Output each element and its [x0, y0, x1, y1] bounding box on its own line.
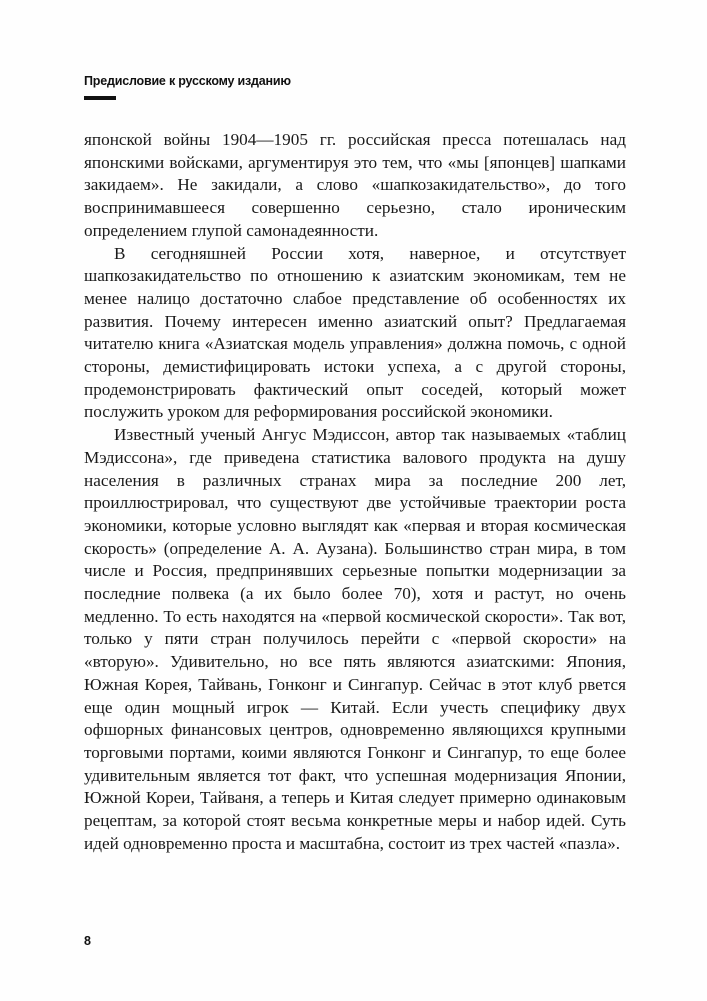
page-number: 8 — [84, 934, 91, 948]
body-text — [84, 129, 626, 856]
paragraph: В сегодняшней России хотя, наверное, и отсутствует шапкозакидательство по отношению к азиатским экономикам, тем не менее налицо достаточно слабое представление об особенностях их развития. Почему интересен именно азиатский опыт? Предлагаемая читателю книга «Азиатская модель управления» должна помочь, с одной стороны, демистифицировать истоки успеха, а с другой стороны, продемонстрировать фактический опыт соседей, который может послужить уроком для реформирования российской экономики. — [84, 243, 626, 422]
running-title: Предисловие к русскому изданию — [84, 74, 291, 88]
paragraph: Известный ученый Ангус Мэдиссон, автор так называемых «таблиц Мэдиссона», где приведена статистика валового продукта на душу населения в различных странах мира за последние 200 лет, проиллюстрировал, что существуют две устойчивые траектории роста экономики, которые условно выглядят как «первая и вторая космическая скорость» (определение А. А. Аузана). Большинство стран мира, в том числе и Россия, предпринявших серьезные попытки модернизации за последние полвека (а их было более 70), хотя и растут, но очень медленно. То есть находятся на «первой космической скорости». Так вот, только у пяти стран получилось перейти с «первой скорости» на «вторую». Удивительно, но все пять являются азиатскими: Япония, Южная Корея, Тайвань, Гонконг и Сингапур. Сейчас в этот клуб рвется еще один мощный игрок — Китай. Если учесть специфику двух офшорных финансовых центров, одновременно являющихся крупными торговыми портами, коими являются Гонконг и Сингапур, то еще более удивительным является тот факт, что успешная модернизация Японии, Южной Кореи, Тайваня, а теперь и Китая следует примерно одинаковым рецептам, за которой стоят весьма конкретные меры и набор идей. Суть идей одновременно проста и масштабна, состоит из трех частей «пазла». — [84, 425, 626, 853]
header-rule — [84, 96, 116, 100]
paragraph-continued: японской войны 1904—1905 гг. российская пресса потешалась над японскими войсками, аргументируя это тем, что «мы [японцев] шапками закидаем». Не закидали, а слово «шапкозакидательство», до того воспринимавшееся совершенно серьезно, стало ироническим определением глупой самонадеянности. — [84, 130, 626, 240]
